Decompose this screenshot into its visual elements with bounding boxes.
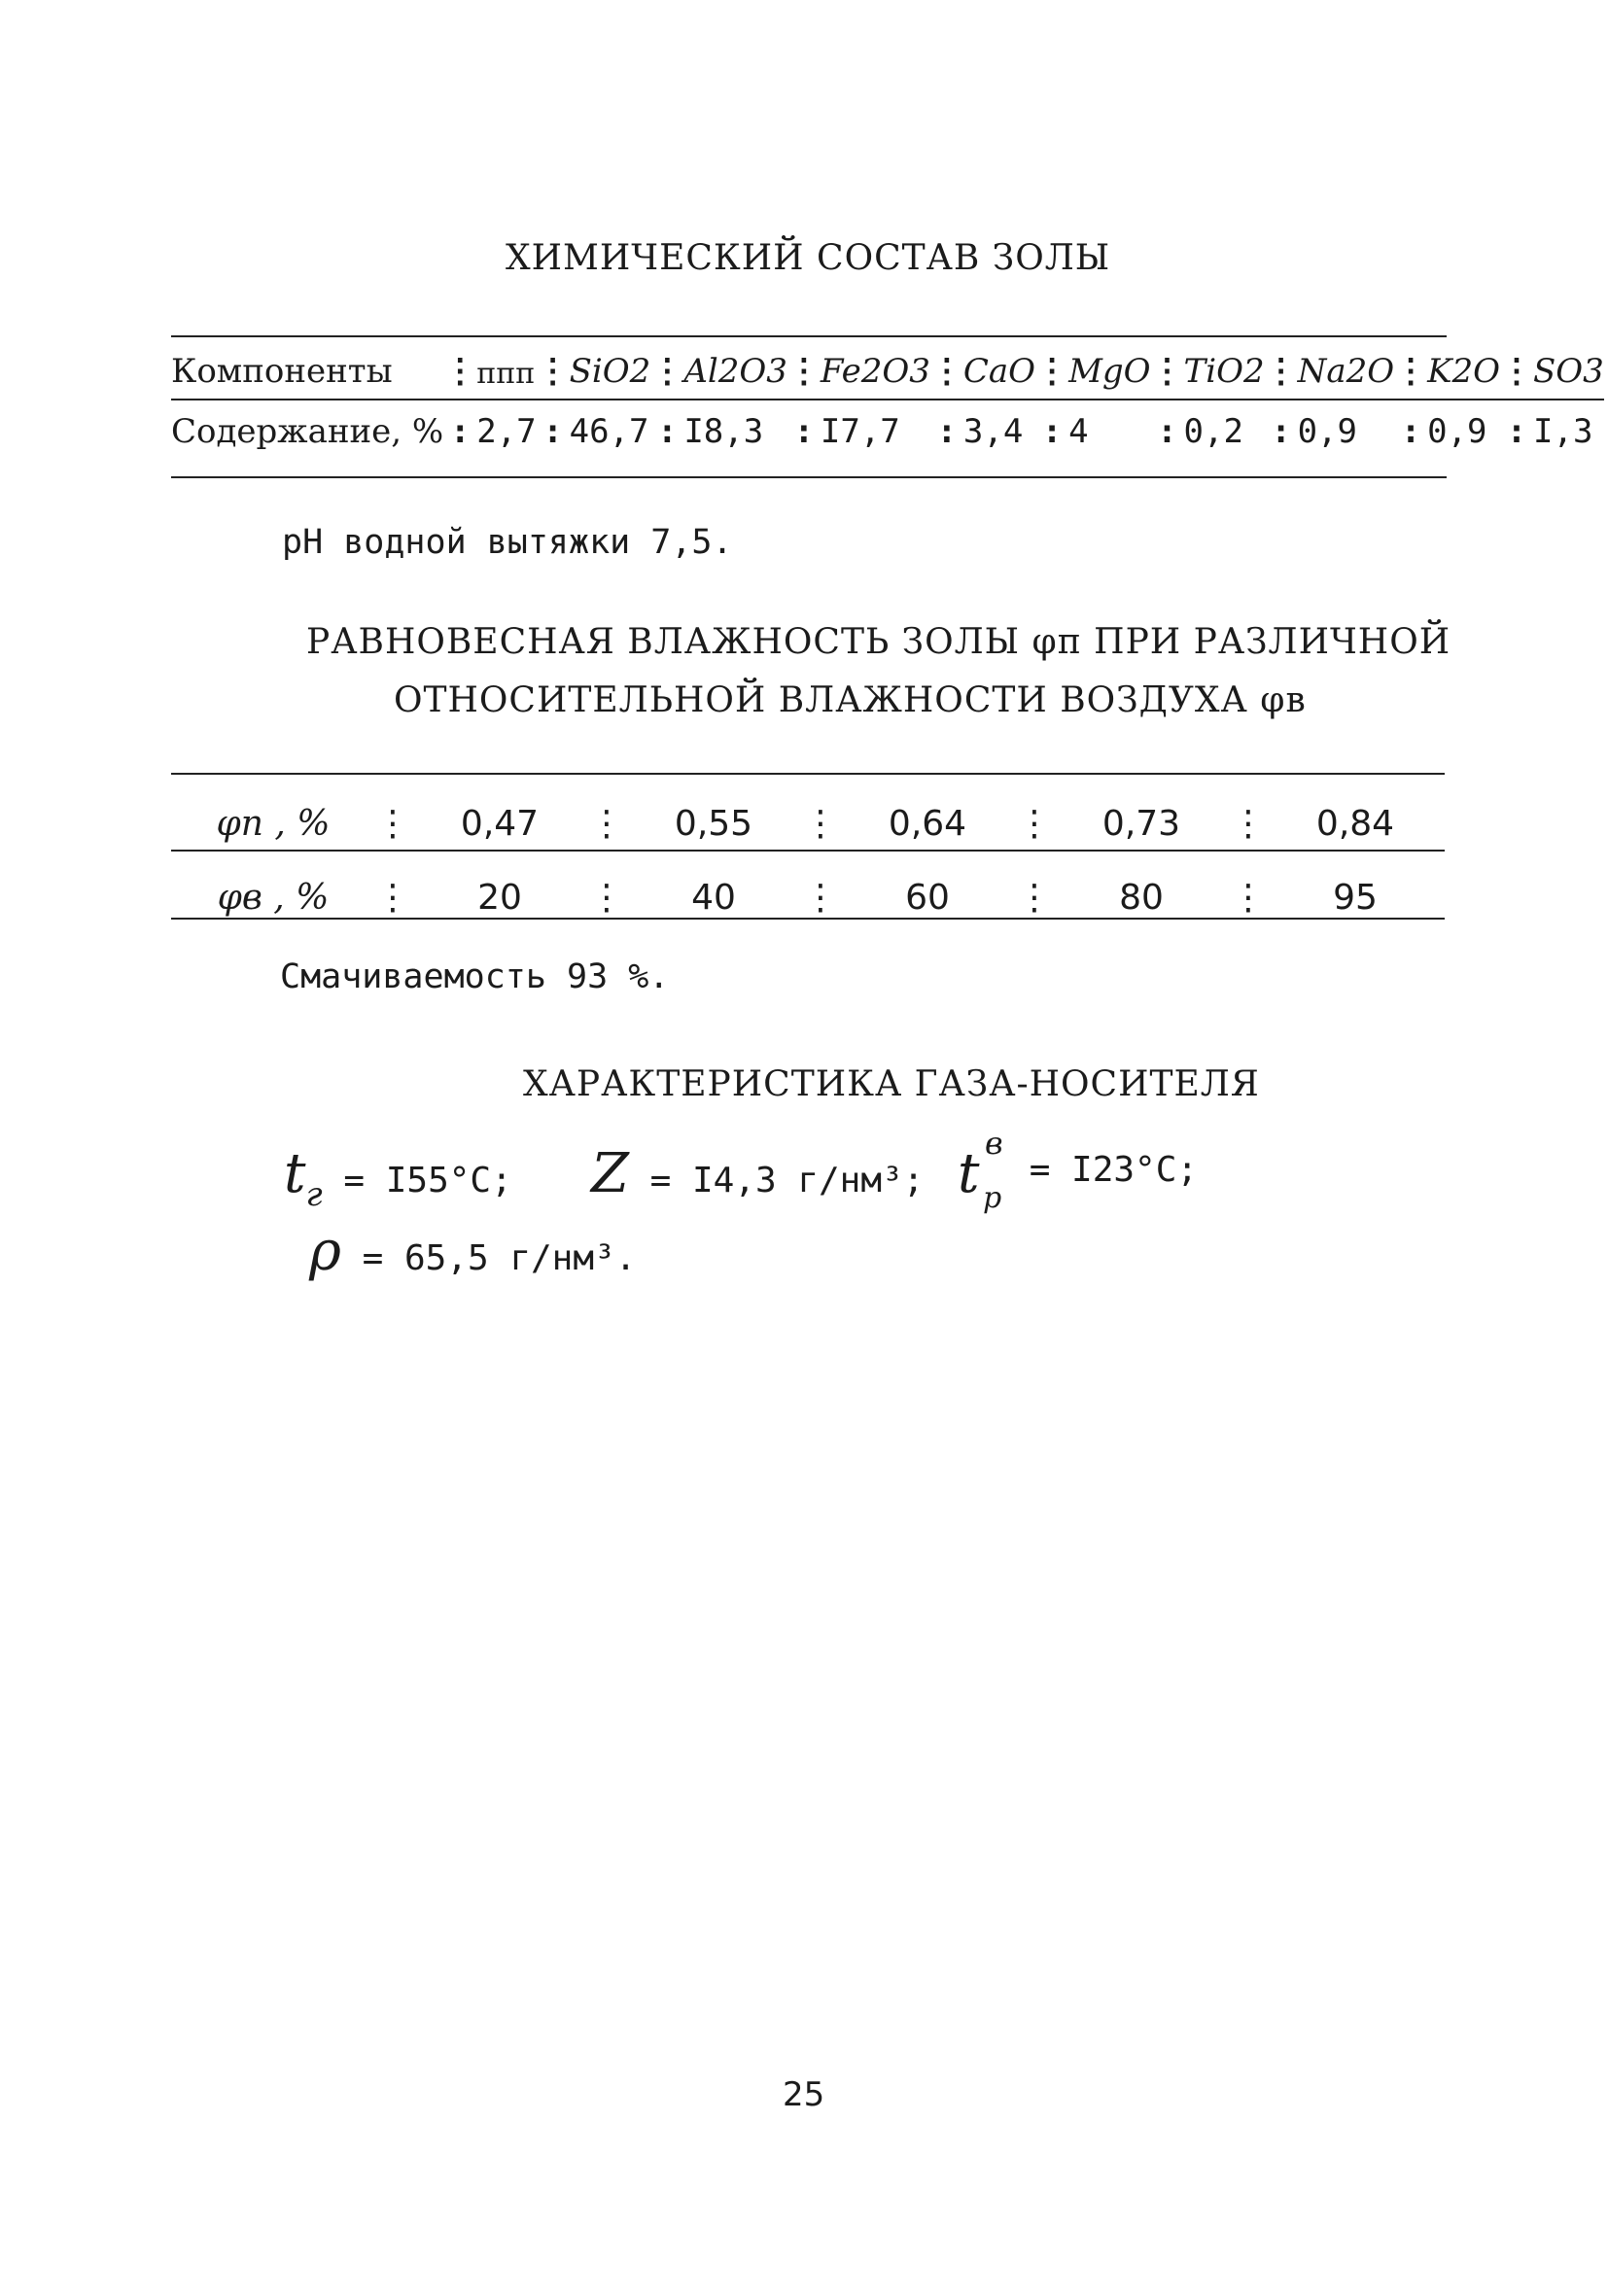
dew-point-formula: t в р = I23°C; xyxy=(958,1125,1199,1215)
chem-value-row: Содержание, % : 2,7 : 46,7 : I8,3 : I7,7 : 3,4 : 4 : 0,2 : 0,9 : 0,9 : I,3 xyxy=(171,400,1604,459)
humidity-row-equilibrium: φп , % ⋮ 0,47 ⋮ 0,55 ⋮ 0,64 ⋮ 0,73 ⋮ 0,84 xyxy=(171,778,1445,851)
chem-value: 0,9 xyxy=(1297,412,1357,451)
rho-symbol: ρ xyxy=(309,1220,341,1283)
chem-component: SiO2 xyxy=(570,340,651,400)
density-value: = 65,5 г/нм³. xyxy=(362,1238,637,1278)
chem-value: 46,7 xyxy=(569,412,649,451)
humidity-value: 20 xyxy=(477,878,522,918)
gas-title: ХАРАКТЕРИСТИКА ГАЗА-НОСИТЕЛЯ xyxy=(523,1064,1260,1104)
chem-value: 0,2 xyxy=(1183,412,1243,451)
ph-text: pH водной вытяжки 7,5. xyxy=(282,523,733,562)
t-symbol: t xyxy=(958,1142,980,1205)
chem-component: Fe2O3 xyxy=(821,340,930,400)
chem-table xyxy=(171,340,1604,459)
chem-component: MgO xyxy=(1068,340,1150,400)
humidity-title-line2: ОТНОСИТЕЛЬНОЙ ВЛАЖНОСТИ ВОЗДУХА φв xyxy=(394,680,1307,720)
chem-value: I,3 xyxy=(1533,412,1593,451)
humidity-title-line1: РАВНОВЕСНАЯ ВЛАЖНОСТЬ ЗОЛЫ φп ПРИ РАЗЛИЧНОЙ xyxy=(306,622,1451,662)
page-number: 25 xyxy=(783,2075,825,2114)
humidity-value: 0,47 xyxy=(410,778,589,851)
humidity-row2-label: φв , % xyxy=(217,878,330,918)
chem-value: I8,3 xyxy=(683,412,764,451)
chem-value: 0,9 xyxy=(1427,412,1487,451)
chem-title: ХИМИЧЕСКИЙ СОСТАВ ЗОЛЫ xyxy=(506,238,1111,278)
gas-temperature-value: = I55°C; xyxy=(343,1161,512,1200)
humidity-table-bottom-rule xyxy=(171,918,1445,920)
humidity-row1-label: φп , % xyxy=(171,778,375,851)
chem-header-row: Компоненты ⋮ ппп ⋮ SiO2 ⋮ Al2O3 ⋮ Fe2O3 ⋮ CaO ⋮ MgO ⋮ TiO2 ⋮ Na2O ⋮ K2O ⋮ SO3 xyxy=(171,340,1604,400)
chem-value: I7,7 xyxy=(820,412,900,451)
humidity-table-top-rule xyxy=(171,773,1445,775)
chem-header-label: Компоненты xyxy=(171,340,443,400)
chem-table-bottom-rule xyxy=(171,476,1447,478)
humidity-table xyxy=(171,778,1445,923)
humidity-value: 0,55 xyxy=(624,778,803,851)
humidity-value: 95 xyxy=(1333,878,1378,918)
chem-value: 2,7 xyxy=(476,412,537,451)
chem-table-top-rule xyxy=(171,335,1447,337)
humidity-value: 40 xyxy=(691,878,736,918)
chem-component: Al2O3 xyxy=(683,340,787,400)
humidity-value: 0,73 xyxy=(1052,778,1231,851)
density-formula xyxy=(309,1220,636,1283)
chem-row-label: Содержание, % xyxy=(171,412,444,451)
chem-component: SO3 xyxy=(1533,340,1604,400)
chem-component: K2O xyxy=(1427,340,1500,400)
humidity-value: 60 xyxy=(905,878,950,918)
chem-component: ппп xyxy=(476,340,536,400)
t-symbol: t xyxy=(284,1142,306,1205)
chem-value: 4 xyxy=(1068,412,1089,451)
z-symbol: Z xyxy=(591,1142,629,1205)
chem-value: 3,4 xyxy=(962,412,1024,451)
humidity-value: 0,64 xyxy=(838,778,1017,851)
gas-temperature-formula: tг = I55°C; xyxy=(284,1142,512,1214)
chem-component: Na2O xyxy=(1298,340,1395,400)
chem-component: CaO xyxy=(963,340,1035,400)
humidity-row-air: φв , % ⋮ 20 ⋮ 40 ⋮ 60 ⋮ 80 ⋮ 95 xyxy=(171,851,1445,923)
wettability-text: Смачиваемость 93 %. xyxy=(280,957,670,996)
humidity-value: 80 xyxy=(1119,878,1164,918)
humidity-value: 0,84 xyxy=(1266,778,1445,851)
dust-content-formula xyxy=(591,1142,924,1205)
dust-content-value: = I4,3 г/нм³; xyxy=(649,1161,925,1200)
chem-component: TiO2 xyxy=(1184,340,1265,400)
dew-point-value: = I23°C; xyxy=(1029,1150,1199,1190)
